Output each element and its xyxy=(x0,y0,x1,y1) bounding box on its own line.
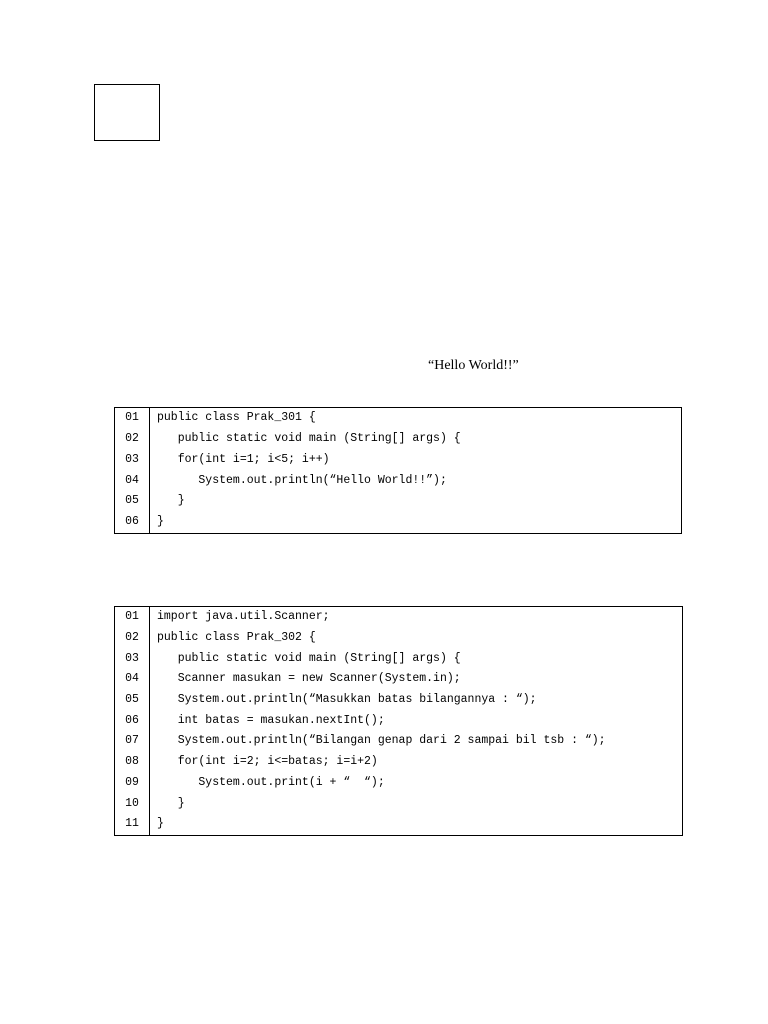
code-text: public class Prak_301 { xyxy=(157,411,316,425)
line-number: 03 xyxy=(115,648,150,669)
code-line xyxy=(115,690,683,711)
code-line xyxy=(115,711,683,732)
code-text: System.out.println(“Bilangan genap dari 2 sampai bil tsb : “); xyxy=(157,734,606,748)
line-number: 02 xyxy=(115,628,150,649)
code-line xyxy=(115,752,683,773)
code-text: } xyxy=(157,515,164,529)
code-text: for(int i=1; i<5; i++) xyxy=(157,452,330,466)
code-text: System.out.println(“Hello World!!”); xyxy=(157,473,447,487)
hello-world-caption: “Hello World!!” xyxy=(428,358,519,373)
code-text: } xyxy=(157,796,185,810)
line-number: 01 xyxy=(115,607,150,628)
code-text: for(int i=2; i<=batas; i=i+2) xyxy=(157,755,378,769)
code-text: public static void main (String[] args) { xyxy=(157,431,461,445)
code-line xyxy=(115,773,683,794)
line-number: 06 xyxy=(115,512,150,533)
code-text: public static void main (String[] args) { xyxy=(157,651,461,665)
code-listing-2 xyxy=(114,606,683,836)
code-text: } xyxy=(157,817,164,831)
line-number: 10 xyxy=(115,793,150,814)
code-line xyxy=(115,731,683,752)
code-line xyxy=(115,648,683,669)
code-line xyxy=(115,429,682,450)
code-line xyxy=(115,793,683,814)
code-line xyxy=(115,491,682,512)
code-text: import java.util.Scanner; xyxy=(157,610,330,624)
code-text: Scanner masukan = new Scanner(System.in); xyxy=(157,672,461,686)
line-number: 01 xyxy=(115,408,150,429)
line-number: 03 xyxy=(115,450,150,471)
code-line xyxy=(115,470,682,491)
line-number: 11 xyxy=(115,814,150,835)
code-line xyxy=(115,512,682,533)
code-text: System.out.println(“Masukkan batas bilangannya : “); xyxy=(157,692,537,706)
empty-box xyxy=(94,84,160,141)
line-number: 04 xyxy=(115,669,150,690)
line-number: 09 xyxy=(115,773,150,794)
code-text: System.out.print(i + “ “); xyxy=(157,775,385,789)
code-line xyxy=(115,450,682,471)
code-listing-1 xyxy=(114,407,682,534)
line-number: 04 xyxy=(115,470,150,491)
code-text: } xyxy=(157,494,185,508)
code-text: public class Prak_302 { xyxy=(157,630,316,644)
line-number: 08 xyxy=(115,752,150,773)
line-number: 06 xyxy=(115,711,150,732)
code-line xyxy=(115,814,683,835)
line-number: 05 xyxy=(115,690,150,711)
code-text: int batas = masukan.nextInt(); xyxy=(157,713,385,727)
code-line xyxy=(115,408,682,429)
code-line xyxy=(115,628,683,649)
code-line xyxy=(115,669,683,690)
line-number: 02 xyxy=(115,429,150,450)
line-number: 07 xyxy=(115,731,150,752)
line-number: 05 xyxy=(115,491,150,512)
code-line xyxy=(115,607,683,628)
